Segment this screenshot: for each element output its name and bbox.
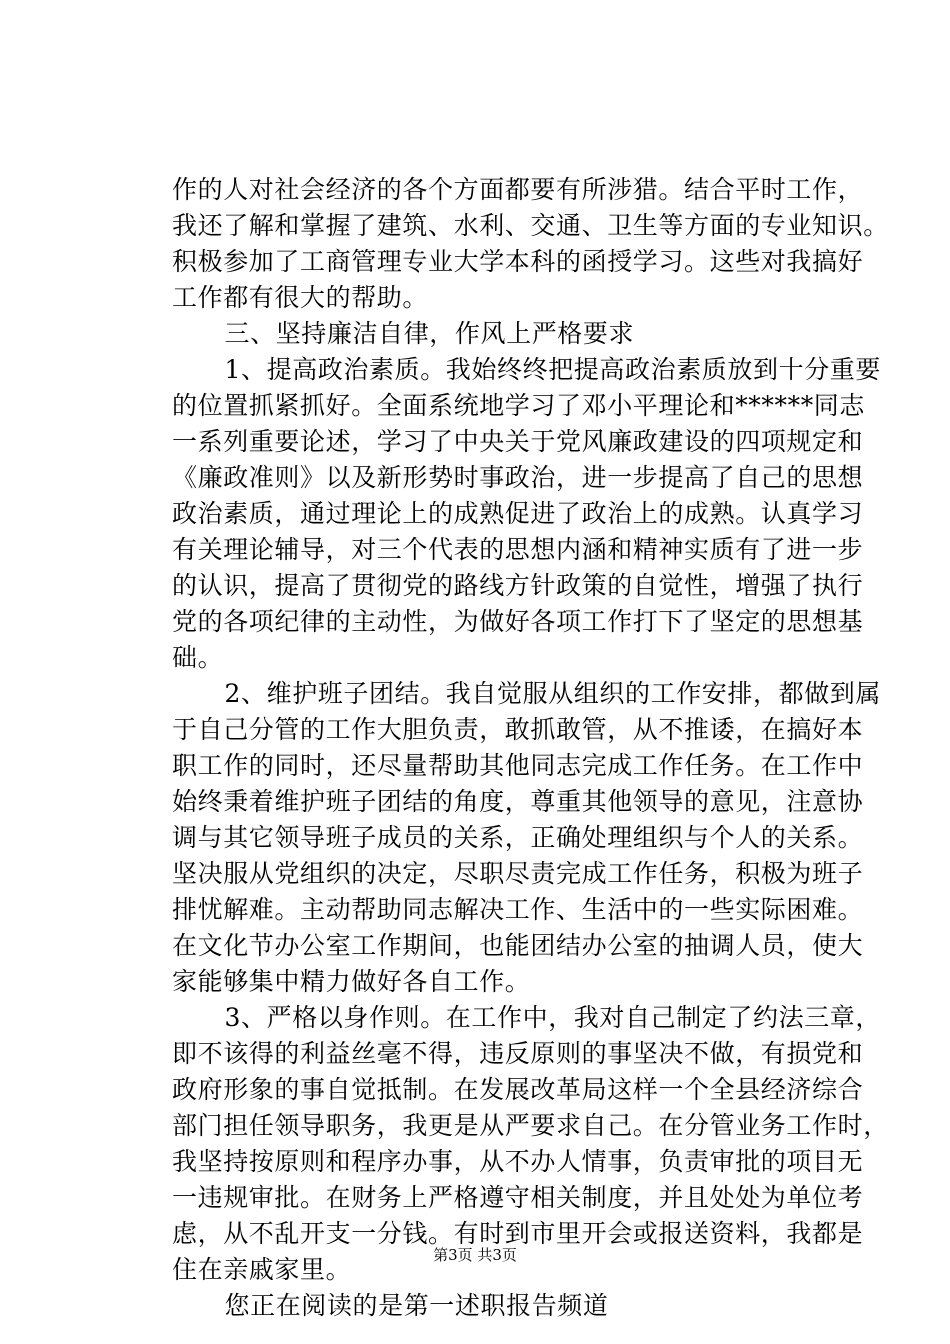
text-line: 一系列重要论述，学习了中央关于党风廉政建设的四项规定和 [172,427,864,456]
text-line: 我还了解和掌握了建筑、水利、交通、卫生等方面的专业知识。 [172,211,889,240]
document-body [172,172,889,1324]
text-line: 《廉政准则》以及新形势时事政治，进一步提高了自己的思想 [172,463,864,492]
text-line: 于自己分管的工作大胆负责，敢抓敢管，从不推诿，在搞好本 [172,715,864,744]
text-line: 在文化节办公室工作期间，也能团结办公室的抽调人员，使大 [172,931,864,960]
text-line: 您正在阅读的是第一述职报告频道 [224,1291,609,1320]
text-line: 住在亲戚家里。 [172,1255,352,1284]
text-line: 1、提高政治素质。我始终终把提高政治素质放到十分重要 [224,355,882,384]
text-line: 我坚持按原则和程序办事，从不办人情事，负责审批的项目无 [172,1147,864,1176]
text-line: 三、坚持廉洁自律，作风上严格要求 [224,319,635,348]
text-line: 础。 [172,643,224,672]
text-line: 政治素质，通过理论上的成熟促进了政治上的成熟。认真学习 [172,499,864,528]
text-line: 的认识，提高了贯彻党的路线方针政策的自觉性，增强了执行 [172,571,864,600]
text-line: 排忧解难。主动帮助同志解决工作、生活中的一些实际困难。 [172,895,864,924]
text-line: 工作都有很大的帮助。 [172,283,429,312]
text-line: 政府形象的事自觉抵制。在发展改革局这样一个全县经济综合 [172,1075,864,1104]
text-line: 有关理论辅导，对三个代表的思想内涵和精神实质有了进一步 [172,535,864,564]
text-line: 3、严格以身作则。在工作中，我对自己制定了约法三章， [224,1003,882,1032]
page-footer: 第3页 共3页 [433,1246,517,1264]
text-line: 党的各项纪律的主动性，为做好各项工作打下了坚定的思想基 [172,607,864,636]
text-line: 即不该得的利益丝毫不得，违反原则的事坚决不做，有损党和 [172,1039,864,1068]
text-line: 职工作的同时，还尽量帮助其他同志完成工作任务。在工作中 [172,751,864,780]
text-line: 始终秉着维护班子团结的角度，尊重其他领导的意见，注意协 [172,787,864,816]
text-line: 2、维护班子团结。我自觉服从组织的工作安排，都做到属 [224,679,882,708]
text-line: 调与其它领导班子成员的关系，正确处理组织与个人的关系。 [172,823,864,852]
text-line: 部门担任领导职务，我更是从严要求自己。在分管业务工作时， [172,1111,889,1140]
text-line: 一违规审批。在财务上严格遵守相关制度，并且处处为单位考 [172,1183,864,1212]
text-line: 积极参加了工商管理专业大学本科的函授学习。这些对我搞好 [172,247,864,276]
text-line: 家能够集中精力做好各自工作。 [172,967,531,996]
text-line: 虑，从不乱开支一分钱。有时到市里开会或报送资料，我都是 [172,1219,864,1248]
text-line: 的位置抓紧抓好。全面系统地学习了邓小平理论和******同志 [172,391,866,420]
text-line: 作的人对社会经济的各个方面都要有所涉猎。结合平时工作， [172,175,864,204]
text-line: 坚决服从党组织的决定，尽职尽责完成工作任务，积极为班子 [172,859,864,888]
